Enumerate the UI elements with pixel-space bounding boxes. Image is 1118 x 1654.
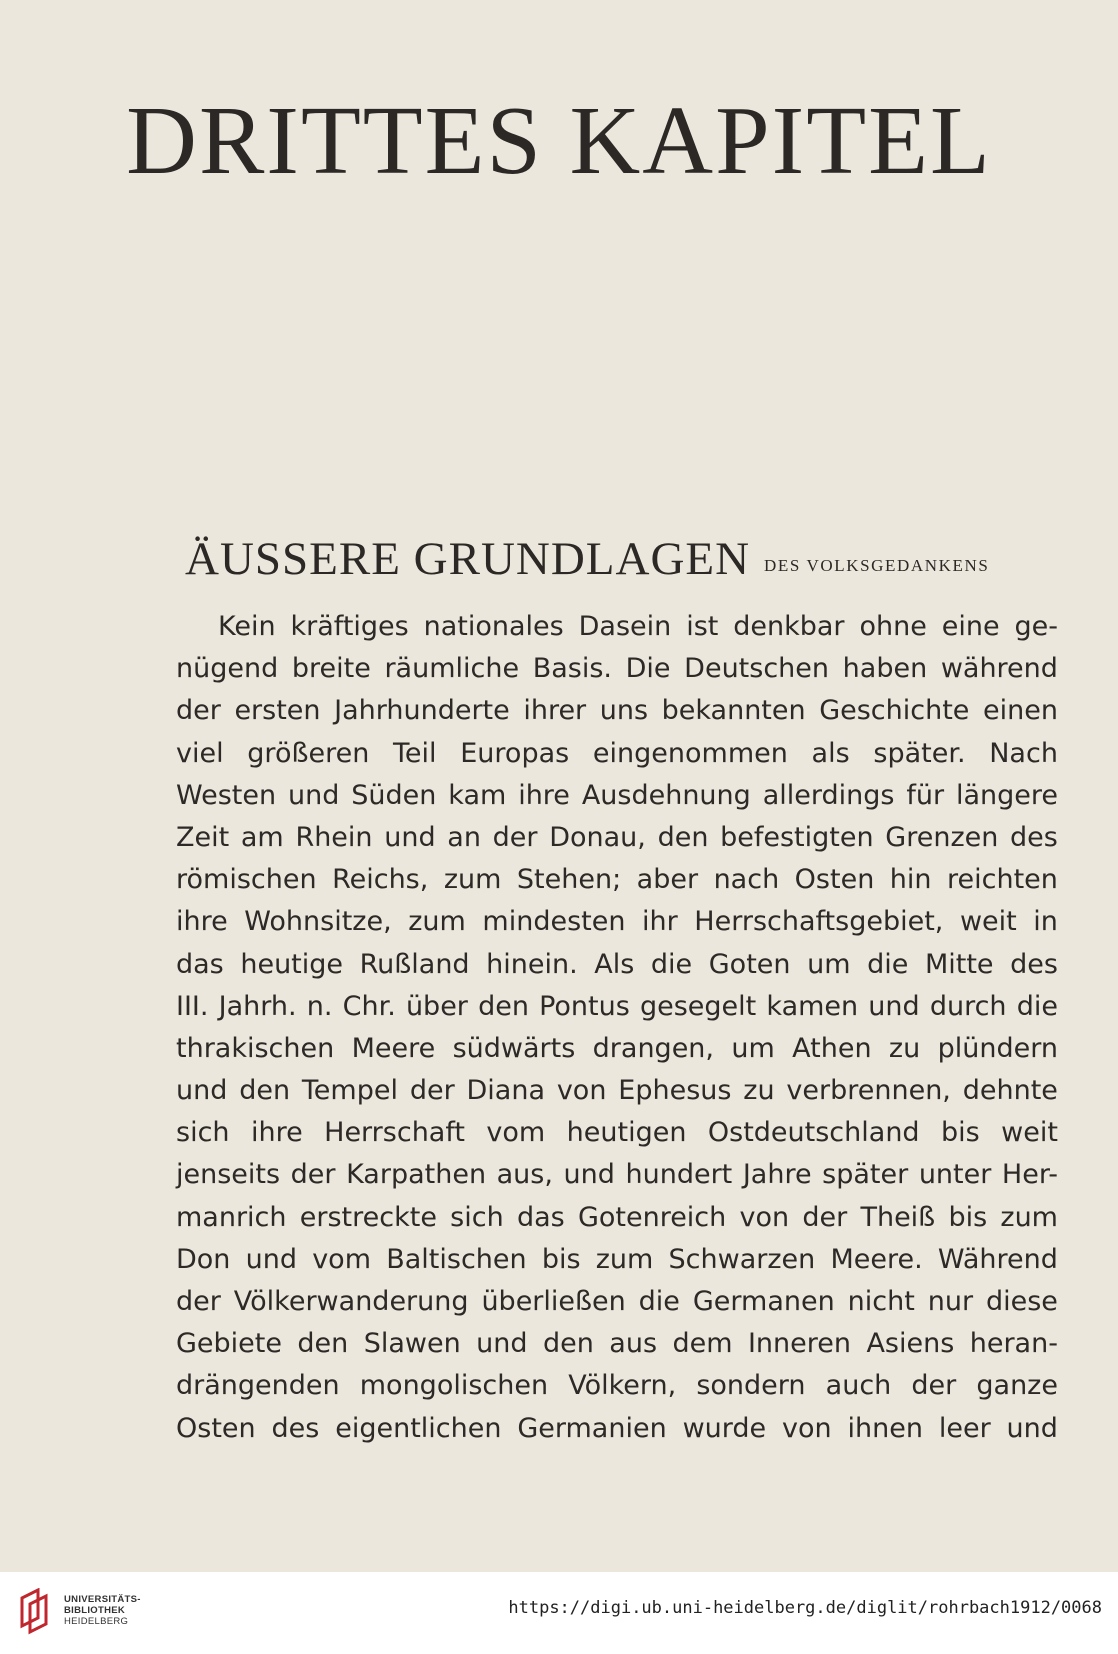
word: der bbox=[409, 1075, 455, 1107]
word: vom bbox=[312, 1243, 372, 1275]
word: südwärts bbox=[452, 1032, 576, 1064]
word: ge- bbox=[1014, 611, 1058, 642]
word: der bbox=[492, 821, 538, 853]
word: viel bbox=[176, 737, 224, 769]
word: verbrennen, bbox=[786, 1075, 951, 1107]
text-line bbox=[176, 1239, 1058, 1281]
word: eingenommen bbox=[592, 737, 788, 769]
word: mongolischen bbox=[359, 1370, 549, 1402]
word: ihnen bbox=[847, 1412, 923, 1444]
word: Theiß bbox=[860, 1201, 936, 1233]
word: die bbox=[867, 948, 909, 980]
body-text bbox=[176, 606, 1058, 1450]
word: von bbox=[782, 1412, 832, 1444]
word: Herrschaft bbox=[324, 1117, 465, 1149]
library-name bbox=[64, 1594, 141, 1627]
text-line bbox=[176, 1197, 1058, 1239]
word: III. bbox=[176, 990, 209, 1022]
footer-bar bbox=[0, 1572, 1118, 1654]
word: Völkern, bbox=[568, 1370, 677, 1402]
word: manrich bbox=[176, 1201, 287, 1233]
word: und bbox=[868, 990, 920, 1022]
word: Grenzen bbox=[885, 821, 999, 853]
word: ihrer bbox=[523, 695, 587, 727]
word: Rhein bbox=[295, 821, 373, 853]
word: n. bbox=[306, 990, 333, 1022]
word: Ephesus bbox=[618, 1075, 732, 1107]
word: Inneren bbox=[747, 1328, 851, 1360]
word: und bbox=[384, 821, 436, 853]
word: auch bbox=[825, 1370, 892, 1402]
word: Donau, bbox=[549, 821, 646, 853]
word: römischen bbox=[176, 864, 317, 896]
word: und bbox=[1006, 1412, 1058, 1444]
word: von bbox=[556, 1075, 607, 1107]
word: ihre bbox=[518, 779, 570, 811]
word: in bbox=[1033, 906, 1058, 938]
word: zum bbox=[443, 864, 502, 896]
word: bis bbox=[948, 1201, 988, 1233]
word: Osten bbox=[176, 1412, 256, 1444]
text-line bbox=[176, 775, 1058, 817]
word: hin bbox=[889, 864, 932, 896]
word: und bbox=[563, 1159, 615, 1191]
word: um bbox=[807, 948, 851, 980]
word: heran- bbox=[969, 1328, 1058, 1360]
word: sich bbox=[176, 1117, 230, 1149]
word: haben bbox=[842, 653, 928, 685]
word: Pontus bbox=[539, 990, 630, 1022]
word: als bbox=[811, 737, 850, 769]
text-line bbox=[176, 1028, 1058, 1070]
word: sondern bbox=[696, 1370, 806, 1402]
word: thrakischen bbox=[176, 1032, 335, 1064]
word: der bbox=[802, 1201, 848, 1233]
word: von bbox=[739, 1201, 790, 1233]
word: des bbox=[271, 1412, 320, 1444]
word: weit bbox=[1001, 1117, 1058, 1149]
word: Don bbox=[176, 1243, 231, 1275]
word: Osten bbox=[794, 864, 875, 896]
word: sich bbox=[450, 1201, 504, 1233]
library-name-line1: UNIVERSITÄTS- bbox=[64, 1594, 141, 1605]
text-line bbox=[176, 606, 1058, 648]
word: räumliche bbox=[384, 653, 520, 685]
word: plündern bbox=[937, 1032, 1058, 1064]
word: allerdings bbox=[762, 779, 895, 811]
word: Germanien bbox=[517, 1412, 667, 1444]
word: bekannten bbox=[661, 695, 806, 727]
word: Nach bbox=[989, 737, 1058, 769]
word: Diana bbox=[466, 1075, 545, 1107]
word: und bbox=[176, 1075, 228, 1107]
word: einen bbox=[983, 695, 1058, 727]
word: zum bbox=[595, 1243, 654, 1275]
word: zum bbox=[1000, 1201, 1058, 1233]
word: ist bbox=[686, 611, 719, 642]
word: erstreckte bbox=[299, 1201, 437, 1233]
word: Gebiete bbox=[176, 1328, 282, 1360]
word: Meere bbox=[351, 1032, 436, 1064]
word: Baltischen bbox=[386, 1243, 527, 1275]
word: kräftiges bbox=[290, 611, 409, 642]
library-logo-icon bbox=[18, 1588, 54, 1636]
word: Ostdeutschland bbox=[707, 1117, 920, 1149]
library-name-line3: HEIDELBERG bbox=[64, 1616, 129, 1627]
word: später bbox=[822, 1159, 909, 1191]
word: Karpathen bbox=[346, 1159, 487, 1191]
word: aus bbox=[609, 1328, 658, 1360]
word: reichten bbox=[947, 864, 1058, 896]
word: gesegelt bbox=[639, 990, 757, 1022]
word: Die bbox=[625, 653, 671, 685]
word: des bbox=[1010, 948, 1058, 980]
word: größeren bbox=[247, 737, 370, 769]
word: ohne bbox=[859, 611, 927, 642]
word: Zeit bbox=[176, 821, 230, 853]
word: heutige bbox=[240, 948, 344, 980]
word: der bbox=[911, 1370, 957, 1402]
word: Wohnsitze, bbox=[244, 906, 392, 938]
word: unter bbox=[918, 1159, 992, 1191]
text-line bbox=[176, 986, 1058, 1028]
text-line bbox=[176, 733, 1058, 775]
word: Slawen bbox=[363, 1328, 461, 1360]
word: die bbox=[638, 1286, 680, 1317]
word: Geschichte bbox=[819, 695, 970, 727]
word: nügend bbox=[176, 653, 279, 685]
word: über bbox=[405, 990, 468, 1022]
text-line bbox=[176, 1365, 1058, 1407]
word: längere bbox=[955, 779, 1058, 811]
word: Schwarzen bbox=[668, 1243, 816, 1275]
word: den bbox=[478, 990, 529, 1022]
text-line bbox=[176, 1070, 1058, 1112]
word: denkbar bbox=[733, 611, 845, 642]
word: bis bbox=[941, 1117, 980, 1149]
word: kamen bbox=[766, 990, 859, 1022]
text-line bbox=[176, 1281, 1058, 1323]
word: ganze bbox=[976, 1370, 1058, 1402]
word: überließen bbox=[481, 1286, 626, 1317]
word: durch bbox=[929, 990, 1007, 1022]
text-line bbox=[176, 648, 1058, 690]
word: um bbox=[731, 1032, 775, 1064]
word: Athen bbox=[792, 1032, 872, 1064]
word: den bbox=[239, 1075, 291, 1107]
word: Ausdehnung bbox=[581, 779, 751, 811]
word: heutigen bbox=[566, 1117, 687, 1149]
word: der bbox=[176, 695, 221, 727]
word: vom bbox=[486, 1117, 546, 1149]
page-url-link[interactable]: https://digi.ub.uni-heidelberg.de/diglit/rohrbach1912/0068 bbox=[508, 1598, 1102, 1618]
word: Basis. bbox=[532, 653, 613, 685]
word: Teil bbox=[393, 737, 437, 769]
word: an bbox=[447, 821, 481, 853]
word: Jahre bbox=[742, 1159, 812, 1191]
word: Gotenreich bbox=[577, 1201, 727, 1233]
text-line bbox=[176, 944, 1058, 986]
word: Jahrhunderte bbox=[334, 695, 510, 727]
chapter-title: DRITTES KAPITEL bbox=[126, 87, 992, 195]
word: Kein bbox=[218, 611, 276, 642]
section-heading-sub: DES VOLKSGEDANKENS bbox=[764, 556, 990, 575]
word: leer bbox=[938, 1412, 991, 1444]
word: Germanen bbox=[692, 1286, 835, 1317]
text-line bbox=[176, 1323, 1058, 1365]
word: aber bbox=[636, 864, 699, 896]
word: am bbox=[240, 821, 284, 853]
word: drangen, bbox=[592, 1032, 714, 1064]
word: breite bbox=[291, 653, 371, 685]
word: nationales bbox=[423, 611, 564, 642]
word: Reichs, bbox=[332, 864, 429, 896]
word: Meere. bbox=[830, 1243, 923, 1275]
word: Als bbox=[594, 948, 635, 980]
word: Rußland bbox=[359, 948, 470, 980]
text-line bbox=[176, 901, 1058, 943]
word: dehnte bbox=[962, 1075, 1058, 1107]
word: weit bbox=[959, 906, 1017, 938]
word: Chr. bbox=[342, 990, 396, 1022]
word: zum bbox=[408, 906, 466, 938]
word: kam bbox=[448, 779, 507, 811]
word: Völkerwanderung bbox=[233, 1286, 469, 1317]
word: eigentlichen bbox=[335, 1412, 502, 1444]
word: später. bbox=[873, 737, 966, 769]
word: der bbox=[176, 1286, 221, 1317]
word: hinein. bbox=[486, 948, 578, 980]
text-line bbox=[176, 690, 1058, 732]
word: Dasein bbox=[578, 611, 672, 642]
word: Stehen; bbox=[516, 864, 622, 896]
word: wurde bbox=[682, 1412, 767, 1444]
word: Jahrh. bbox=[218, 990, 297, 1022]
word: nach bbox=[713, 864, 780, 896]
word: den bbox=[542, 1328, 594, 1360]
word: aus, bbox=[496, 1159, 553, 1191]
word: ersten bbox=[234, 695, 321, 727]
word: Europas bbox=[460, 737, 570, 769]
text-line bbox=[176, 859, 1058, 901]
word: Deutschen bbox=[684, 653, 830, 685]
word: eine bbox=[941, 611, 1000, 642]
text-line bbox=[176, 1408, 1058, 1450]
section-heading-main: ÄUSSERE GRUNDLAGEN bbox=[185, 533, 751, 585]
word: diese bbox=[985, 1286, 1058, 1317]
word: ihre bbox=[176, 906, 228, 938]
word: ihre bbox=[250, 1117, 303, 1149]
word: das bbox=[176, 948, 224, 980]
word: und bbox=[288, 779, 340, 811]
word: und bbox=[245, 1243, 297, 1275]
word: die bbox=[650, 948, 693, 980]
word: hundert bbox=[625, 1159, 733, 1191]
word: ihr bbox=[642, 906, 678, 938]
word: während bbox=[940, 653, 1058, 685]
word: jenseits bbox=[176, 1159, 281, 1191]
word: für bbox=[906, 779, 945, 811]
word: mindesten bbox=[482, 906, 626, 938]
word: den bbox=[657, 821, 709, 853]
word: Goten bbox=[708, 948, 791, 980]
word: befestigten bbox=[720, 821, 874, 853]
word: Tempel bbox=[301, 1075, 398, 1107]
word: Während bbox=[937, 1243, 1058, 1275]
word: und bbox=[476, 1328, 528, 1360]
word: Süden bbox=[351, 779, 437, 811]
word: Herrschaftsgebiet, bbox=[694, 906, 944, 938]
word: drängenden bbox=[176, 1370, 340, 1402]
word: zu bbox=[888, 1032, 921, 1064]
section-heading bbox=[185, 532, 1045, 586]
word: nicht bbox=[847, 1286, 915, 1317]
text-line bbox=[176, 1112, 1058, 1154]
library-name-line2: BIBLIOTHEK bbox=[64, 1605, 126, 1616]
word: des bbox=[1010, 821, 1058, 853]
text-line bbox=[176, 817, 1058, 859]
word: Westen bbox=[176, 779, 277, 811]
word: dem bbox=[672, 1328, 733, 1360]
word: bis bbox=[541, 1243, 581, 1275]
text-line bbox=[176, 1154, 1058, 1196]
word: zu bbox=[743, 1075, 775, 1107]
word: nur bbox=[927, 1286, 974, 1317]
word: die bbox=[1016, 990, 1058, 1022]
word: das bbox=[516, 1201, 565, 1233]
word: der bbox=[290, 1159, 336, 1191]
word: Asiens bbox=[866, 1328, 955, 1360]
word: den bbox=[297, 1328, 349, 1360]
word: Her- bbox=[1001, 1159, 1058, 1191]
word: uns bbox=[599, 695, 649, 727]
word: Mitte bbox=[924, 948, 994, 980]
